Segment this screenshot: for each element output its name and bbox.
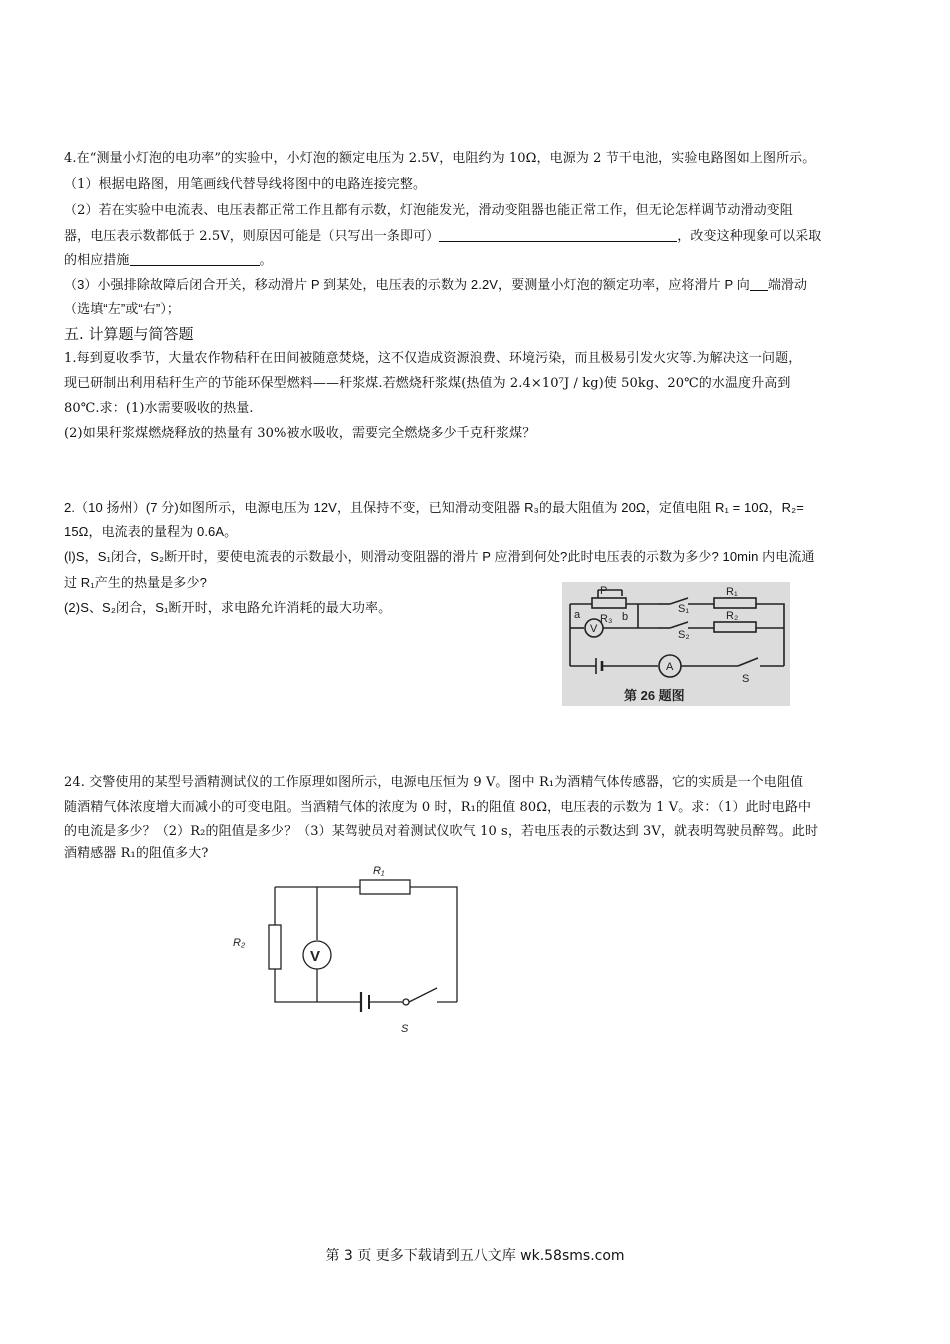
q4-line-3: （2）若在实验中电流表、电压表都正常工作且都有示数，灯泡能发光，滑动变阻器也能正常工作，但无论怎样调节动滑动变阻 bbox=[64, 203, 793, 218]
section-heading: 五. 计算题与简答题 bbox=[64, 325, 194, 343]
q4-line-5 bbox=[64, 250, 886, 271]
fig24-label-r1: R₁ bbox=[373, 865, 385, 877]
q4-line-5-text: 的相应措施 bbox=[64, 253, 130, 268]
q4-line-5-tail: 。 bbox=[259, 253, 273, 268]
circuit-diagram-24 bbox=[225, 860, 475, 1040]
q4-line-7: （选填“左”或“右”）； bbox=[64, 301, 181, 316]
q4-line-6-tail: 端滑动 bbox=[767, 277, 808, 292]
fig24-label-s: S bbox=[401, 1023, 409, 1035]
answer-blank[interactable] bbox=[130, 252, 260, 266]
q4-line-2: （1）根据电路图，用笔画线代替导线将图中的电路连接完整。 bbox=[64, 177, 427, 192]
fig26-label-s1: S₁ bbox=[678, 603, 690, 615]
fig26-label-v: V bbox=[590, 623, 598, 635]
q24-line-2: 随酒精气体浓度增大而减小的可变电阻。当酒精气体的浓度为 0 时，R₁的阻值 80Ω，电压表的示数为 1 V。求：（1）此时电路中 bbox=[64, 800, 812, 815]
q2-line-4: 过 R₁产生的热量是多少? bbox=[64, 575, 207, 590]
q24-line-3: 的电流是多少？（2）R₂的阻值是多少？（3）某驾驶员对着测试仪吹气 10 s，若电压表的示数达到 3V，就表明驾驶员醉驾。此时 bbox=[64, 824, 819, 839]
q4-line-6 bbox=[64, 274, 886, 295]
q4-line-4-tail: ，改变这种现象可以采取 bbox=[677, 229, 822, 244]
fig26-label-b: b bbox=[622, 611, 629, 623]
fig26-label-a: a bbox=[574, 609, 581, 621]
q4-line-1: 4.在“测量小灯泡的电功率”的实验中，小灯泡的额定电压为 2.5V，电阻约为 10Ω，电源为 2 节干电池，实验电路图如上图所示。 bbox=[64, 151, 816, 166]
circuit-figure-24 bbox=[225, 860, 475, 1040]
q1-line-2: 现已研制出利用秸秆生产的节能环保型燃料——秆浆煤.若燃烧秆浆煤(热值为 2.4×10⁷J / kg)使 50kg、20℃的水温度升高到 bbox=[64, 376, 791, 391]
fig26-label-s2: S₂ bbox=[678, 629, 690, 641]
fig26-label-r3: R₃ bbox=[600, 613, 613, 625]
q1-line-1: 1.每到夏收季节，大量农作物秸秆在田间被随意焚烧，这不仅造成资源浪费、环境污染，而且极易引发火灾等.为解决这一问题， bbox=[64, 351, 802, 366]
circuit-diagram-26 bbox=[562, 582, 790, 706]
fig24-label-r2: R₂ bbox=[233, 937, 246, 949]
fig26-label-p: P bbox=[600, 585, 608, 597]
q24-line-1: 24. 交警使用的某型号酒精测试仪的工作原理如图所示，电源电压恒为 9 V。图中 R₁为酒精气体传感器，它的实质是一个电阻值 bbox=[64, 775, 804, 790]
fig26-label-s: S bbox=[742, 673, 750, 685]
q24-line-4: 酒精感器 R₁的阻值多大? bbox=[64, 846, 209, 861]
fig24-label-v: V bbox=[310, 948, 321, 965]
fig26-label-ammeter: A bbox=[666, 661, 674, 673]
fig26-label-r2: R₂ bbox=[726, 610, 739, 622]
q1-line-4: (2)如果秆浆煤燃烧释放的热量有 30%被水吸收，需要完全燃烧多少千克秆浆煤？ bbox=[64, 426, 536, 441]
q2-line-2: 15Ω，电流表的量程为 0.6A。 bbox=[64, 524, 238, 539]
q2-line-1: 2.（10 扬州）(7 分)如图所示，电源电压为 12V，且保持不变，已知滑动变阻器 R₃的最大阻值为 20Ω，定值电阻 R₁ = 10Ω，R₂= bbox=[64, 500, 804, 515]
q4-line-6-text: （3）小强排除故障后闭合开关，移动滑片 P 到某处，电压表的示数为 2.2V，要测量小灯泡的额定功率，应将滑片 P 向 bbox=[64, 277, 750, 292]
q2-line-5: (2)S、S₂闭合，S₁断开时，求电路允许消耗的最大功率。 bbox=[64, 600, 392, 615]
q2-line-3: (l)S，S₁闭合，S₂断开时，要使电流表的示数最小，则滑动变阻器的滑片 P 应滑到何处?此时电压表的示数为多少? 10min 内电流通 bbox=[64, 549, 815, 564]
answer-blank[interactable] bbox=[439, 228, 677, 242]
page-footer: 第 3 页 更多下载请到五八文库 wk.58sms.com bbox=[325, 1248, 625, 1264]
answer-blank[interactable] bbox=[750, 277, 768, 291]
fig26-label-r1: R₁ bbox=[726, 586, 738, 598]
fig26-caption: 第 26 题图 bbox=[624, 688, 685, 703]
q4-line-4-text: 器，电压表示数都低于 2.5V，则原因可能是（只写出一条即可） bbox=[64, 229, 440, 244]
circuit-figure-26 bbox=[562, 582, 790, 706]
q4-line-4 bbox=[64, 226, 886, 247]
q1-line-3: 80℃.求：(1)水需要吸收的热量. bbox=[64, 401, 254, 416]
